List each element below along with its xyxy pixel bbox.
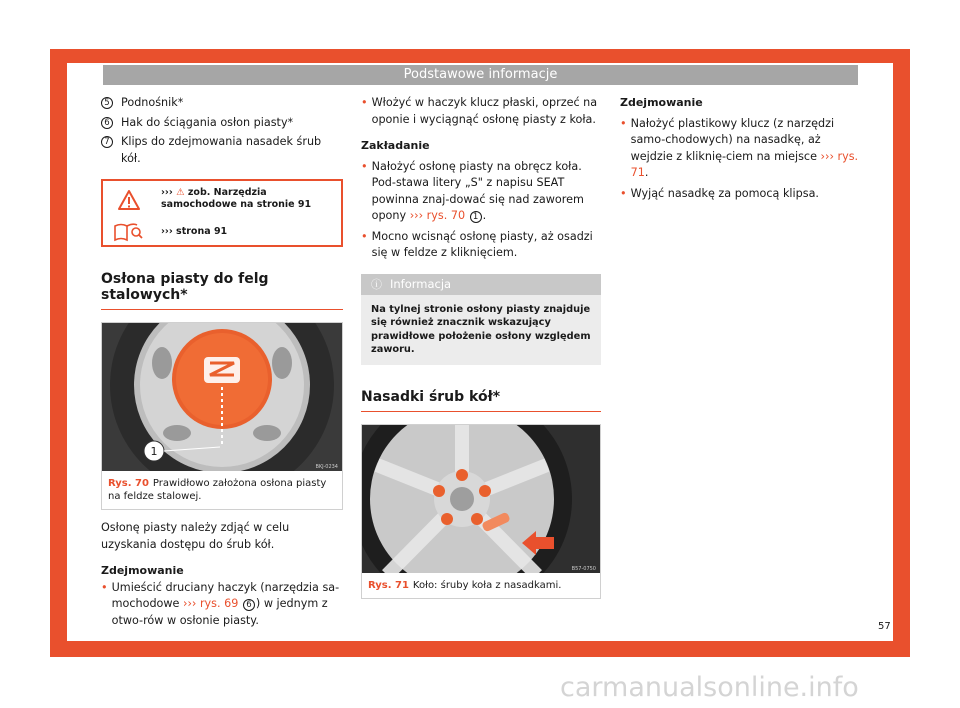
bullet-item [361, 229, 601, 262]
wheel-hubcap-image [102, 323, 342, 471]
section-title: Nasadki śrub kół* [361, 389, 601, 412]
book-icon [113, 220, 143, 242]
item-text: Klips do zdejmowania nasadek śrub kół. [121, 135, 322, 165]
figure-code: B57-0750 [571, 565, 596, 572]
column-1 [101, 95, 343, 629]
bullet-text-part: ) w jednym z otwo-rów w osłonie piasty. [111, 597, 328, 627]
bullet-dot-icon: • [101, 580, 108, 594]
item-text: Podnośnik* [121, 96, 184, 109]
caption-text: Prawidłowo założona osłona piasty na feldze stalowej. [108, 478, 327, 502]
item-text: Hak do ściągania osłon piasty* [121, 115, 294, 129]
figure-code: BKJ-0234 [315, 464, 338, 470]
bullet-text-part: Nałożyć osłonę piasty na obręcz koła. Pod-stawa litery „S" z napisu SEAT powinna znaj-dować się nad zaworem opony [371, 159, 584, 222]
bullet-dot-icon: • [620, 186, 627, 200]
bullet-text-part: Nałożyć plastikowy klucz (z narzędzi samo-chodowych) na nasadkę, aż wejdzie z kliknię-ciem na miejsce [630, 116, 835, 163]
figure-number[interactable]: Rys. 71 [368, 579, 409, 591]
page-number: 57 [878, 621, 891, 632]
bullet-dot-icon: • [361, 229, 368, 243]
page-reference[interactable]: ››› strona 91 [161, 226, 228, 237]
reference-text: zob. Narzędzia samochodowe na stronie 91 [161, 187, 312, 210]
info-header [361, 274, 601, 295]
warning-triangle-icon [117, 189, 141, 211]
callout-number: 1 [150, 445, 158, 458]
bullet-text: Włożyć w haczyk klucz płaski, oprzeć na oponie i wyciągnąć osłonę piasty z koła. [371, 96, 598, 126]
bullet-text: Nałożyć osłonę piasty na obręcz koła. Pod-stawa litery „S" z napisu SEAT powinna znaj-dować się nad zaworem opony ››› rys. 70 1 . [371, 159, 584, 222]
warning-reference[interactable] [161, 187, 336, 210]
caption-text: Koło: śruby koła z nasadkami. [412, 579, 562, 591]
figure-reference-link[interactable]: ››› rys. 70 [409, 209, 466, 222]
callout-badge: 6 [243, 599, 255, 611]
bullet-item [101, 580, 343, 630]
bullet-dot-icon: • [361, 96, 368, 109]
column-2 [361, 95, 601, 599]
figure-caption [102, 471, 342, 509]
item-number: 7 [101, 136, 113, 148]
small-warning-icon: ⚠ [176, 187, 185, 198]
bullet-item [361, 159, 601, 225]
warning-box [101, 179, 343, 247]
list-item [101, 115, 343, 132]
list-item [101, 134, 343, 167]
subheading: Zakładanie [361, 139, 430, 152]
bullet-item [620, 186, 860, 203]
subheading: Zdejmowanie [620, 96, 703, 109]
bullet-item [361, 95, 601, 128]
info-body: Na tylnej stronie osłony piasty znajduje się również znacznik wskazujący prawidłowe położenie osłony względem zaworu. [371, 303, 591, 355]
item-number: 5 [101, 97, 113, 109]
figure-reference-link[interactable]: ››› rys. 69 [182, 597, 239, 610]
list-item [101, 95, 343, 112]
watermark: carmanualsonline.info [560, 672, 859, 703]
column-3 [620, 95, 860, 202]
figure-70 [101, 322, 343, 510]
subheading: Zdejmowanie [101, 564, 184, 577]
tool-list [101, 95, 343, 167]
bullet-dot-icon: • [361, 159, 368, 173]
bullet-text-part: Umieścić druciany haczyk (narzędzia sa-mochodowe [111, 580, 340, 610]
figure-reference-link[interactable]: ››› rys. 71 [630, 149, 859, 179]
bullet-text: Wyjąć nasadkę za pomocą klipsa. [630, 186, 819, 200]
wheel-bolts-image [362, 425, 600, 573]
figure-caption [362, 573, 600, 598]
figure-71 [361, 424, 601, 599]
header-title: Podstawowe informacje [103, 65, 858, 85]
info-title: Informacja [390, 276, 452, 291]
reference-arrows: ››› [161, 187, 173, 198]
item-number: 6 [101, 117, 113, 129]
paragraph: Osłonę piasty należy zdjąć w celu uzyskania dostępu do śrub kół. [101, 521, 290, 551]
section-title: Osłona piasty do felg stalowych* [101, 271, 343, 310]
bullet-item [620, 116, 860, 182]
callout-badge: 1 [470, 211, 482, 223]
info-box [361, 274, 601, 365]
bullet-text: Nałożyć plastikowy klucz (z narzędzi samo-chodowych) na nasadkę, aż wejdzie z kliknię-ciem na miejsce ››› rys. 71. [630, 116, 859, 179]
bullet-dot-icon: • [620, 116, 627, 130]
bullet-text [112, 580, 343, 630]
bullet-text: Mocno wcisnąć osłonę piasty, aż osadzi się w feldze z kliknięciem. [371, 229, 593, 259]
figure-number[interactable]: Rys. 70 [108, 478, 149, 489]
info-icon: ⓘ [371, 277, 382, 291]
